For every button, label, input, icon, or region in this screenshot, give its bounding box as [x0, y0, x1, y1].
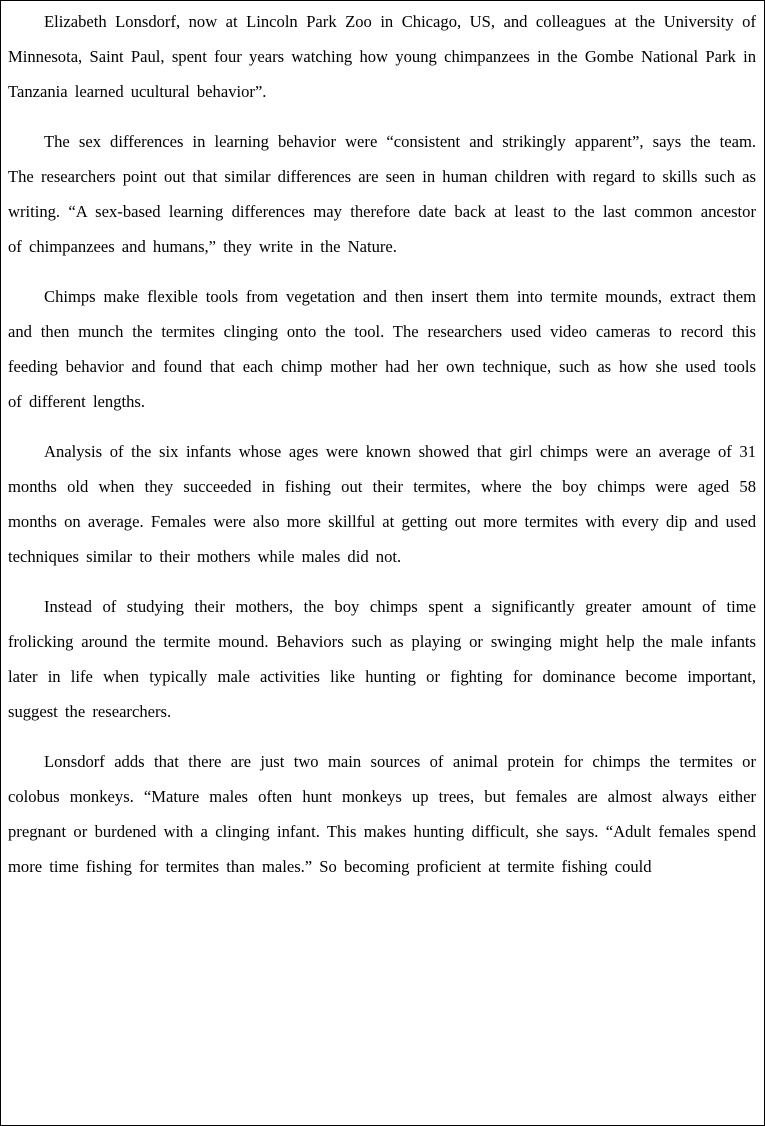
- article-body: [8, 4, 756, 899]
- paragraph-4: Analysis of the six infants whose ages were known showed that girl chimps were an average of 31 months old when they succeeded in fishing out their termites, where the boy chimps were aged 58 months on average. Females were also more skillful at getting out more termites with every dip and used techniques similar to their mothers while males did not.: [8, 442, 756, 566]
- paragraph-1: Elizabeth Lonsdorf, now at Lincoln Park Zoo in Chicago, US, and colleagues at the University of Minnesota, Saint Paul, spent four years watching how young chimpanzees in the Gombe National Park in Tanzania learned ucultural behavior”.: [8, 12, 756, 101]
- paragraph-3: Chimps make flexible tools from vegetation and then insert them into termite mounds, extract them and then munch the termites clinging onto the tool. The researchers used video cameras to record this feeding behavior and found that each chimp mother had her own technique, such as how she used tools of different lengths.: [8, 287, 756, 411]
- paragraph-5: Instead of studying their mothers, the boy chimps spent a significantly greater amount of time frolicking around the termite mound. Behaviors such as playing or swinging might help the male infants later in life when typically male activities like hunting or fighting for dominance become important, suggest the researchers.: [8, 597, 756, 721]
- paragraph-6: Lonsdorf adds that there are just two main sources of animal protein for chimps the termites or colobus monkeys. “Mature males often hunt monkeys up trees, but females are almost always either pregnant or burdened with a clinging infant. This makes hunting difficult, she says. “Adult females spend more time fishing for termites than males.” So becoming proficient at termite fishing could: [8, 752, 756, 876]
- paragraph-2: The sex differences in learning behavior were “consistent and strikingly apparent”, says the team. The researchers point out that similar differences are seen in human children with regard to skills such as writing. “A sex-based learning differences may therefore date back at least to the last common ancestor of chimpanzees and humans,” they write in the Nature.: [8, 132, 756, 256]
